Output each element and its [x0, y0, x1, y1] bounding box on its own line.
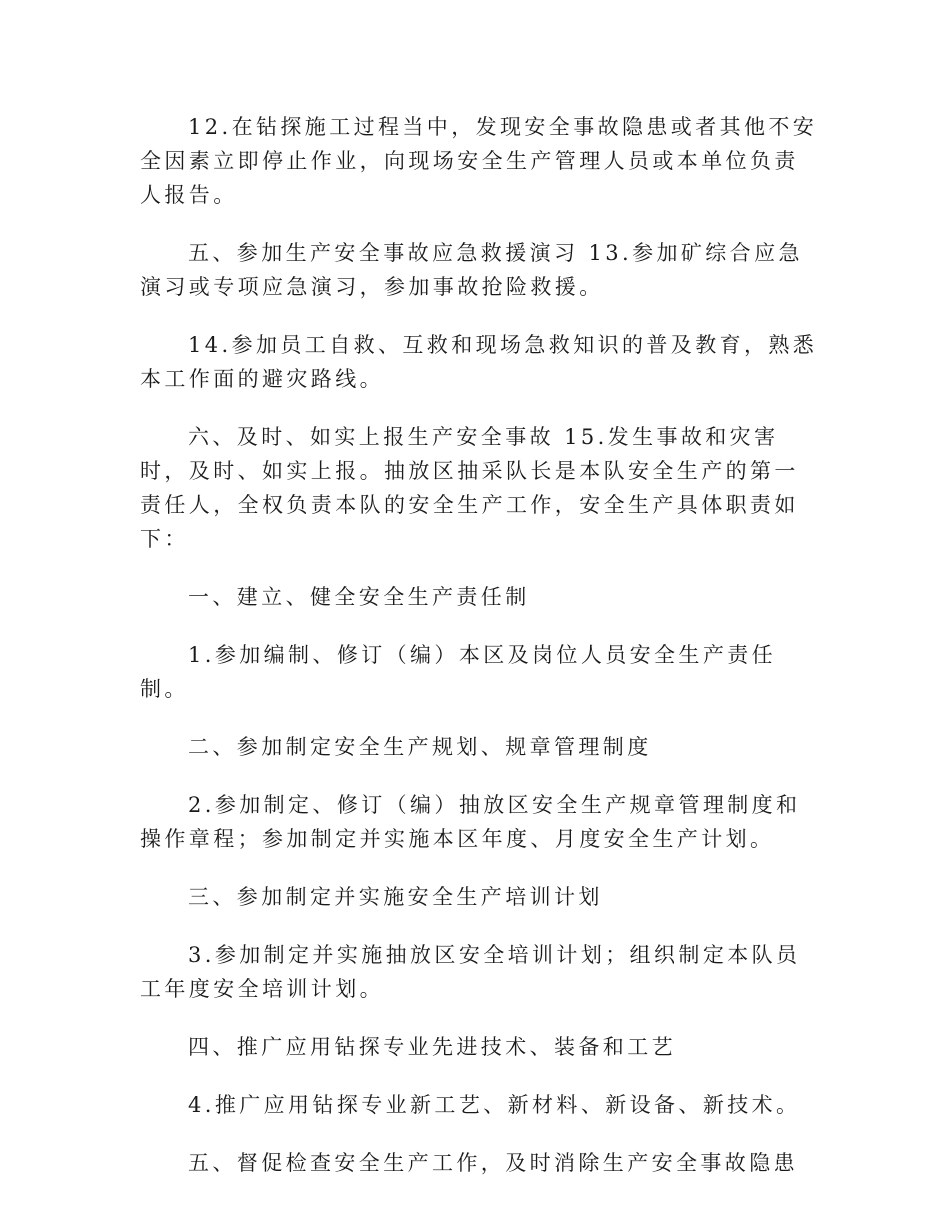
paragraph-item-14: 14.参加员工自救、互救和现场急救知识的普及教育，熟悉本工作面的避灾路线。: [140, 333, 818, 391]
section-heading-2: 二、参加制定安全生产规划、规章管理制度: [188, 735, 652, 759]
document-body: [140, 110, 820, 1204]
section-heading-4: 四、推广应用钻探专业先进技术、装备和工艺: [188, 1035, 676, 1059]
section-heading-3: 三、参加制定并实施安全生产培训计划: [188, 885, 603, 909]
section-heading-5: 五、督促检查安全生产工作，及时消除生产安全事故隐患: [188, 1151, 798, 1175]
paragraph-item-12: 12.在钻探施工过程当中，发现安全事故隐患或者其他不安全因素立即停止作业，向现场安全生产管理人员或本单位负责人报告。: [140, 115, 818, 207]
section-heading-drill: 五、参加生产安全事故应急救援演习 13.参加矿综合应急演习或专项应急演习，参加事故抢险救援。: [140, 241, 803, 299]
paragraph-item-2: 2.参加制定、修订（编）抽放区安全生产规章管理制度和操作章程；参加制定并实施本区年度、月度安全生产计划。: [140, 793, 801, 851]
paragraph-item-1: 1.参加编制、修订（编）本区及岗位人员安全生产责任制。: [140, 643, 777, 701]
section-heading-report: 六、及时、如实上报生产安全事故 15.发生事故和灾害时，及时、如实上报。抽放区抽采队长是本队安全生产的第一责任人，全权负责本队的安全生产工作，安全生产具体职责如下：: [140, 425, 799, 551]
section-heading-1: 一、建立、健全安全生产责任制: [188, 585, 530, 609]
paragraph-item-3: 3.参加制定并实施抽放区安全培训计划；组织制定本队员工年度安全培训计划。: [140, 943, 801, 1001]
paragraph-item-4: 4.推广应用钻探专业新工艺、新材料、新设备、新技术。: [188, 1093, 801, 1117]
